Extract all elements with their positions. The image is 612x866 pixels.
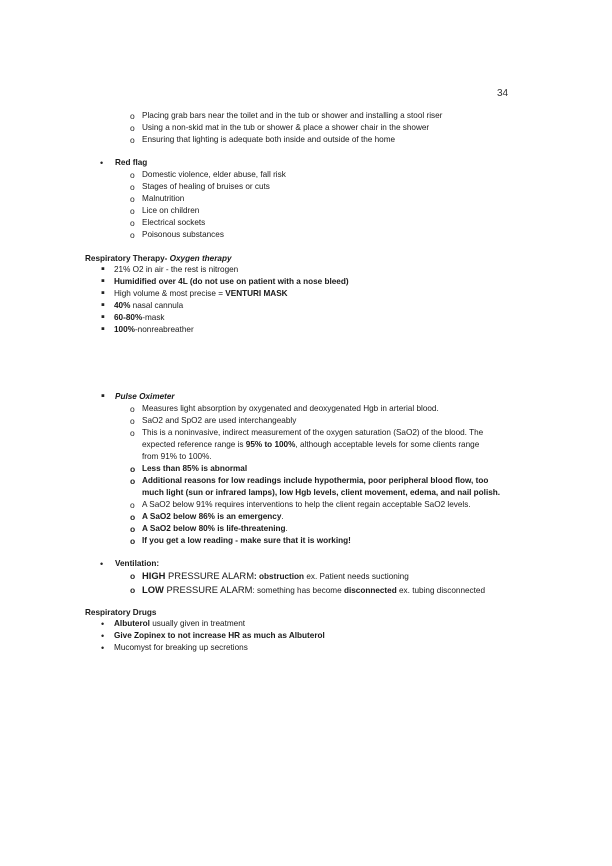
- pulse-ox-item-6: A SaO2 below 91% requires interventions to help the client regain acceptable SaO2 levels.: [142, 500, 471, 509]
- pulse-ox-item-7: [142, 511, 284, 523]
- circle-bullet: o: [130, 123, 135, 133]
- circle-bullet: o: [130, 512, 136, 522]
- circle-bullet: o: [130, 170, 135, 180]
- pulse-ox-item-3-line-1: This is a noninvasive, indirect measurement of the oxygen saturation (SaO2) of the blood. The: [142, 428, 484, 437]
- red-flag-title: Red flag: [115, 158, 148, 167]
- forty-percent-label: 40%: [114, 301, 131, 310]
- red-flag-item-1: Domestic violence, elder abuse, fall risk: [142, 170, 286, 179]
- hundred-percent-label: 100%: [114, 325, 135, 334]
- square-bullet: ▪: [101, 323, 105, 335]
- red-flag-item-6: Poisonous substances: [142, 230, 224, 239]
- circle-bullet: o: [130, 206, 135, 216]
- resp-item-6: [114, 324, 194, 336]
- resp-drug-1: [114, 618, 245, 630]
- square-bullet: ▪: [101, 287, 105, 299]
- low-pressure-alarm: [142, 584, 485, 597]
- pressure-alarm-label: PRESSURE ALARM: [163, 584, 253, 595]
- period: .: [285, 524, 288, 533]
- colon: :: [254, 572, 260, 581]
- circle-bullet: o: [130, 571, 136, 581]
- circle-bullet: o: [130, 524, 136, 534]
- pulse-ox-item-5-line-2: much light (sun or infrared lamps), low Hgb levels, client movement, edema, and nail polish.: [142, 488, 501, 497]
- circle-bullet: o: [130, 500, 135, 510]
- resp-drug-3: Mucomyst for breaking up secretions: [114, 643, 248, 652]
- circle-bullet: o: [130, 536, 136, 546]
- mask-label: -mask: [142, 313, 165, 322]
- square-bullet: ▪: [101, 390, 105, 402]
- bullet: •: [101, 619, 105, 629]
- resp-item-1: 21% O2 in air - the rest is nitrogen: [114, 265, 239, 274]
- circle-bullet: o: [130, 585, 136, 595]
- page-number: 34: [497, 88, 509, 99]
- pulse-ox-item-3-line-2: [142, 439, 479, 451]
- low-pressure-example: ex. tubing disconnected: [396, 586, 486, 595]
- red-flag-item-2: Stages of healing of bruises or cuts: [142, 182, 270, 191]
- square-bullet: ▪: [101, 299, 105, 311]
- home-safety-item-3: Ensuring that lighting is adequate both inside and outside of the home: [142, 135, 396, 144]
- albuterol-note: usually given in treatment: [149, 619, 246, 628]
- albuterol-label: Albuterol: [114, 619, 150, 628]
- red-flag-item-3: Malnutrition: [142, 194, 185, 203]
- circle-bullet: o: [130, 194, 135, 204]
- period: .: [281, 512, 284, 521]
- bullet: •: [100, 559, 104, 569]
- resp-item-2: Humidified over 4L (do not use on patient with a nose bleed): [114, 277, 349, 286]
- circle-bullet: o: [130, 135, 135, 145]
- circle-bullet: o: [130, 404, 135, 414]
- pulse-ox-item-5-line-1: Additional reasons for low readings include hypothermia, poor peripheral blood flow, too: [142, 476, 489, 485]
- circle-bullet: o: [130, 428, 135, 438]
- pulse-ox-item-1: Measures light absorption by oxygenated and deoxygenated Hgb in arterial blood.: [142, 404, 439, 413]
- high-pressure-alarm: [142, 570, 409, 583]
- pulse-ox-item-9: If you get a low reading - make sure that it is working!: [142, 536, 351, 545]
- resp-drug-2: Give Zopinex to not increase HR as much as Albuterol: [114, 631, 325, 640]
- resp-item-5: [114, 312, 165, 324]
- resp-therapy-heading-text: Respiratory Therapy-: [85, 254, 168, 263]
- low-label: LOW: [142, 584, 164, 595]
- reference-range-value: 95% to 100%: [245, 440, 296, 449]
- nasal-cannula-label: nasal cannula: [130, 301, 184, 310]
- life-threatening-threshold: A SaO2 below 80% is life-threatening: [142, 524, 286, 533]
- ventilation-title: Ventilation:: [115, 559, 160, 568]
- square-bullet: ▪: [101, 311, 105, 323]
- red-flag-item-4: Lice on children: [142, 206, 200, 215]
- pulse-ox-item-4: Less than 85% is abnormal: [142, 464, 248, 473]
- disconnected-label: disconnected: [343, 586, 397, 595]
- pulse-ox-item-2: SaO2 and SpO2 are used interchangeably: [142, 416, 297, 425]
- square-bullet: ▪: [101, 275, 105, 287]
- reference-range-text: expected reference range is: [142, 440, 246, 449]
- home-safety-item-1: Placing grab bars near the toilet and in the tub or shower and installing a stool riser: [142, 111, 443, 120]
- bullet: •: [101, 643, 105, 653]
- home-safety-item-2: Using a non-skid mat in the tub or shower & place a shower chair in the shower: [142, 123, 430, 132]
- square-bullet: ▪: [101, 263, 105, 275]
- resp-item-3: [114, 288, 288, 300]
- resp-item-3-text: High volume & most precise =: [114, 289, 226, 298]
- circle-bullet: o: [130, 218, 135, 228]
- resp-item-4: [114, 300, 183, 312]
- red-flag-item-5: Electrical sockets: [142, 218, 206, 227]
- high-label: HIGH: [142, 570, 166, 581]
- pulse-ox-item-3-line-3: from 91% to 100%.: [142, 452, 212, 461]
- circle-bullet: o: [130, 111, 135, 121]
- oxygen-therapy-label: Oxygen therapy: [167, 254, 232, 263]
- nonrebreather-label: -nonreabreather: [134, 325, 194, 334]
- circle-bullet: o: [130, 416, 135, 426]
- circle-bullet: o: [130, 182, 135, 192]
- emergency-threshold: A SaO2 below 86% is an emergency: [142, 512, 282, 521]
- pulse-ox-item-8: [142, 523, 288, 535]
- resp-drugs-heading: Respiratory Drugs: [85, 608, 157, 617]
- low-pressure-text: : something has become: [252, 586, 344, 595]
- circle-bullet: o: [130, 230, 135, 240]
- venturi-mask-label: VENTURI MASK: [225, 289, 288, 298]
- pulse-ox-title: Pulse Oximeter: [115, 392, 175, 401]
- bullet: •: [101, 631, 105, 641]
- reference-range-tail: , although acceptable levels for some clients range: [295, 440, 480, 449]
- circle-bullet: o: [130, 464, 136, 474]
- pressure-alarm-label: PRESSURE ALARM: [165, 570, 255, 581]
- obstruction-label: obstruction: [259, 572, 305, 581]
- bullet: •: [100, 158, 104, 168]
- sixty-eighty-label: 60-80%: [114, 313, 143, 322]
- high-pressure-example: ex. Patient needs suctioning: [304, 572, 409, 581]
- circle-bullet: o: [130, 476, 136, 486]
